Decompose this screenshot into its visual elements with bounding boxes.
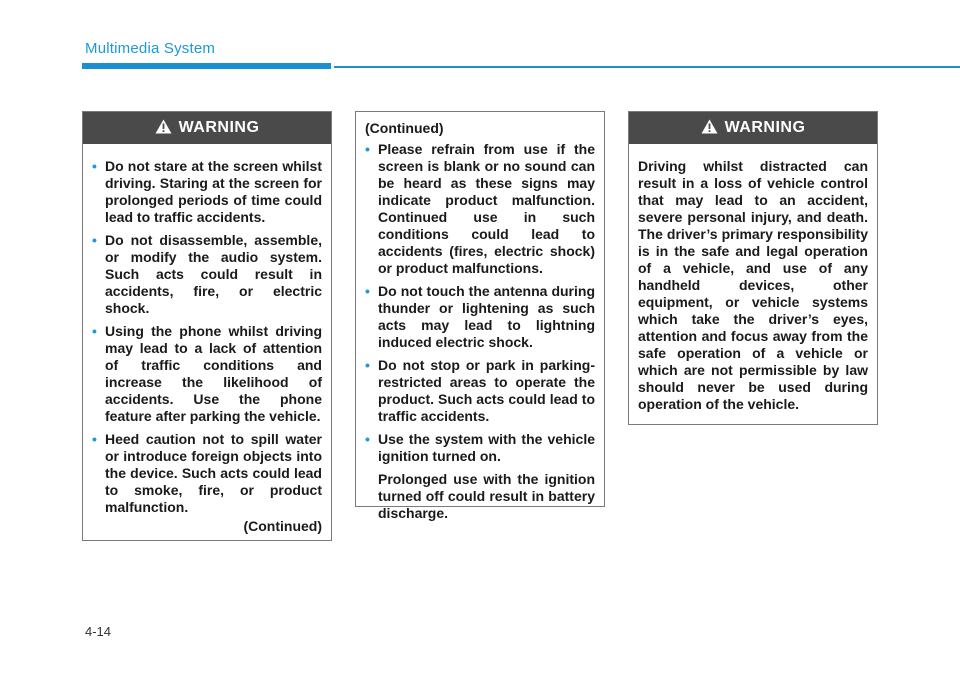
warning-box-middle [355, 111, 605, 521]
list-item: • Using the phone whilst driving may lead to a lack of attention of traffic conditions and increase the likelihood of accidents. Use the phone feature after parking the vehicle. [92, 323, 322, 424]
list-item: • Do not disassemble, assemble, or modify the audio system. Such acts could result in accidents, fire, or electric shock. [92, 232, 322, 316]
warning-triangle-icon [701, 119, 718, 139]
warning-body-right [629, 144, 877, 421]
page-number: 4-14 [85, 624, 112, 639]
section-title: Multimedia System [85, 40, 216, 57]
list-item: • Use the system with the vehicle ignition turned on. [365, 431, 595, 464]
warning-triangle-icon [155, 119, 172, 139]
list-item: • Heed caution not to spill water or introduce foreign objects into the device. Such acts could lead to smoke, fire, or product malfunction. [92, 431, 322, 515]
warning-header-label: WARNING [724, 119, 806, 136]
warning-box-left [82, 111, 332, 541]
list-item: • Please refrain from use if the screen is blank or no sound can be heard as these signs may indicate product malfunction. Continued use in such conditions could lead to accidents (fires, electric shock) or product malfunctions. [365, 141, 595, 276]
warning-box-right [628, 111, 878, 425]
warning-body-middle [356, 112, 604, 530]
warning-paragraph: Driving whilst distracted can result in a loss of vehicle control that may lead to an accident, severe personal injury, and death. The driver’s primary responsibility is in the safe and legal operation of a vehicle, and use of any handheld devices, other equipment, or vehicle systems which take the driver’s eyes, attention and focus away from the safe operation of a vehicle or which are not permissible by law should never be used during operation of the vehicle. [638, 158, 868, 412]
sub-paragraph: Prolonged use with the ignition turned off could result in battery discharge. [378, 471, 595, 521]
warning-header-label: WARNING [178, 119, 260, 136]
continued-label: (Continued) [243, 518, 322, 534]
header-rule-thick [82, 63, 331, 69]
warning-body-left [83, 144, 331, 543]
list-item: • Do not stop or park in parking-restricted areas to operate the product. Such acts could lead to traffic accidents. [365, 357, 595, 424]
list-item: • Do not touch the antenna during thunder or lightening as such acts may lead to lightning induced electric shock. [365, 283, 595, 350]
warning-header-right [629, 112, 877, 144]
list-item: • Do not stare at the screen whilst driving. Staring at the screen for prolonged periods of time could lead to traffic accidents. [92, 158, 322, 225]
warning-header-left [83, 112, 331, 144]
header-rule-thin [334, 66, 960, 68]
continued-label: (Continued) [365, 120, 444, 136]
